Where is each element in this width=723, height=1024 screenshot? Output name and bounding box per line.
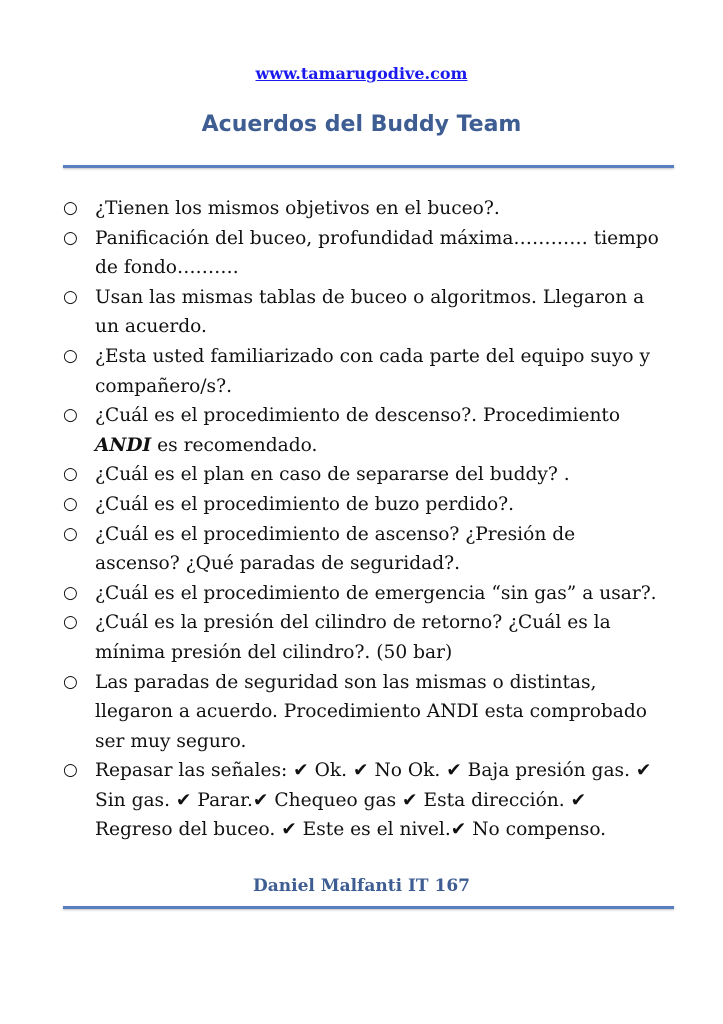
bullet-icon: ○ — [63, 286, 78, 307]
bullet-icon: ○ — [63, 760, 78, 781]
bottom-divider — [63, 906, 674, 909]
andi-emphasis: ANDI — [95, 434, 152, 456]
list-item-text: ¿Cuál es el plan en caso de separarse del buddy? . — [95, 464, 570, 486]
list-item-text-before: ¿Cuál es el procedimiento de descenso?. Procedimiento — [95, 405, 621, 427]
list-item — [0, 401, 723, 460]
list-item-text: ¿Esta usted familiarizado con cada parte del equipo suyo y compañero/s?. — [95, 345, 650, 397]
bullet-icon: ○ — [63, 612, 78, 633]
list-item-text: Las paradas de seguridad son las mismas o distintas, llegaron a acuerdo. Procedimiento ANDI esta comprobado ser muy seguro. — [95, 671, 647, 752]
bullet-icon: ○ — [63, 345, 78, 366]
bullet-icon: ○ — [63, 523, 78, 544]
bullet-icon: ○ — [63, 464, 78, 485]
list-item-text: ¿Cuál es el procedimiento de emergencia “sin gas” a usar?. — [95, 582, 657, 604]
list-item — [0, 608, 723, 667]
list-item — [0, 194, 723, 224]
checklist — [0, 194, 723, 845]
list-item-text-after: es recomendado. — [151, 434, 318, 456]
author-signature: Daniel Malfanti IT 167 — [253, 876, 470, 896]
list-item-text: ¿Cuál es el procedimiento de buzo perdido?. — [95, 493, 515, 515]
bullet-icon: ○ — [63, 493, 78, 514]
list-item — [0, 668, 723, 757]
list-item-text: ¿Tienen los mismos objetivos en el buceo?. — [95, 198, 500, 219]
page-title: Acuerdos del Buddy Team — [201, 112, 522, 137]
bullet-icon: ○ — [63, 227, 78, 248]
list-item-text: ¿Cuál es el procedimiento de ascenso? ¿Presión de ascenso? ¿Qué paradas de seguridad?. — [95, 523, 576, 575]
list-item — [0, 756, 723, 845]
list-item — [0, 283, 723, 342]
bullet-icon: ○ — [63, 671, 78, 692]
list-item — [0, 460, 723, 490]
list-item-text: Repasar las señales: ✔ Ok. ✔ No Ok. ✔ Baja presión gas. ✔ Sin gas. ✔ Parar.✔ Chequeo gas ✔ Esta dirección. ✔ Regreso del buceo. ✔ Este es el nivel.✔ No compenso. — [95, 760, 652, 841]
list-item — [0, 342, 723, 401]
bullet-icon: ○ — [63, 405, 78, 426]
list-item-text: ¿Cuál es la presión del cilindro de retorno? ¿Cuál es la mínima presión del cilindro?. (50 bar) — [95, 612, 611, 663]
list-item-text: Usan las mismas tablas de buceo o algoritmos. Llegaron a un acuerdo. — [95, 286, 645, 338]
list-item — [0, 224, 723, 283]
list-item — [0, 490, 723, 520]
website-link[interactable]: www.tamarugodive.com — [255, 64, 468, 83]
list-item — [0, 520, 723, 579]
top-divider — [63, 165, 674, 168]
bullet-icon: ○ — [63, 582, 78, 603]
bullet-icon: ○ — [63, 198, 78, 218]
list-item — [0, 579, 723, 609]
list-item-text: Panificación del buceo, profundidad máxima………… tiempo de fondo………. — [95, 227, 659, 279]
